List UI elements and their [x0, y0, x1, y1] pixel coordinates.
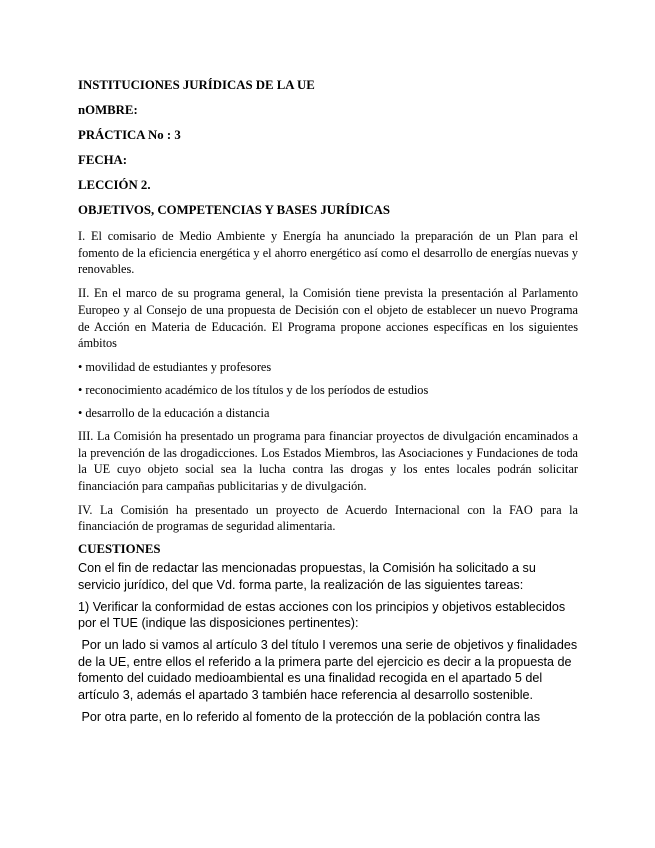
cuestiones-heading: CUESTIONES	[78, 542, 161, 557]
cuestiones-intro: Con el fin de redactar las mencionadas propuestas, la Comisión ha solicitado a su servicio jurídico, del que Vd. forma parte, la realización de las siguientes tareas:	[78, 561, 536, 592]
topic-heading: OBJETIVOS, COMPETENCIAS Y BASES JURÍDICAS	[78, 203, 391, 217]
task-1: 1) Verificar la conformidad de estas acciones con los principios y objetivos establecidos por el TUE (indique las disposiciones pertinentes):	[78, 599, 566, 631]
practica-label: PRÁCTICA No : 3	[78, 128, 181, 142]
paragraph-iv: IV. La Comisión ha presentado un proyecto de Acuerdo Internacional con la FAO para la financiación de programas de seguridad alimentaria.	[78, 502, 578, 534]
paragraph-iii: III. La Comisión ha presentado un programa para financiar proyectos de divulgación encaminados a la prevención de las drogadicciones. Los Estados Miembros, las Asociaciones y Fundaciones de toda la UE cuyo objeto social sea la lucha contra las drogas y los entes locales podrán solicitar financiación para campañas publicitarias y de divulgación.	[78, 428, 578, 494]
answer-paragraph-1: Por un lado si vamos al artículo 3 del título I veremos una serie de objetivos y finalidades de la UE, entre ellos el referido a la primera parte del ejercicio es decir a la propuesta de fomento del cuidado medioambiental es una finalidad recogida en el apartado 5 del artículo 3, además el apartado 3 también hace referencia al desarrollo sostenible.	[78, 637, 581, 703]
paragraph-i: I. El comisario de Medio Ambiente y Energía ha anunciado la preparación de un Plan para el fomento de la eficiencia energética y el ahorro energético así como el desarrollo de energías nuevas y renovables.	[78, 229, 578, 277]
document-title: INSTITUCIONES JURÍDICAS DE LA UE	[78, 78, 315, 92]
bullet-item-movilidad: • movilidad de estudiantes y profesores	[78, 359, 272, 374]
paragraph-ii: II. En el marco de su programa general, la Comisión tiene prevista la presentación al Parlamento Europeo y al Consejo de una propuesta de Decisión con el objeto de establecer un nuevo Programa de Acción en Materia de Educación. El Programa propone acciones específicas en los siguientes ámbitos	[78, 286, 578, 351]
answer-paragraph-2: Por otra parte, en lo referido al fomento de la protección de la población contra las	[78, 709, 541, 724]
bullet-item-educacion-distancia: • desarrollo de la educación a distancia	[78, 405, 270, 420]
document-content	[78, 78, 581, 730]
fecha-label: FECHA:	[78, 153, 128, 167]
leccion-label: LECCIÓN 2.	[78, 178, 151, 192]
nombre-label: nOMBRE:	[78, 103, 138, 117]
bullet-item-reconocimiento: • reconocimiento académico de los títulos y de los períodos de estudios	[78, 382, 429, 397]
